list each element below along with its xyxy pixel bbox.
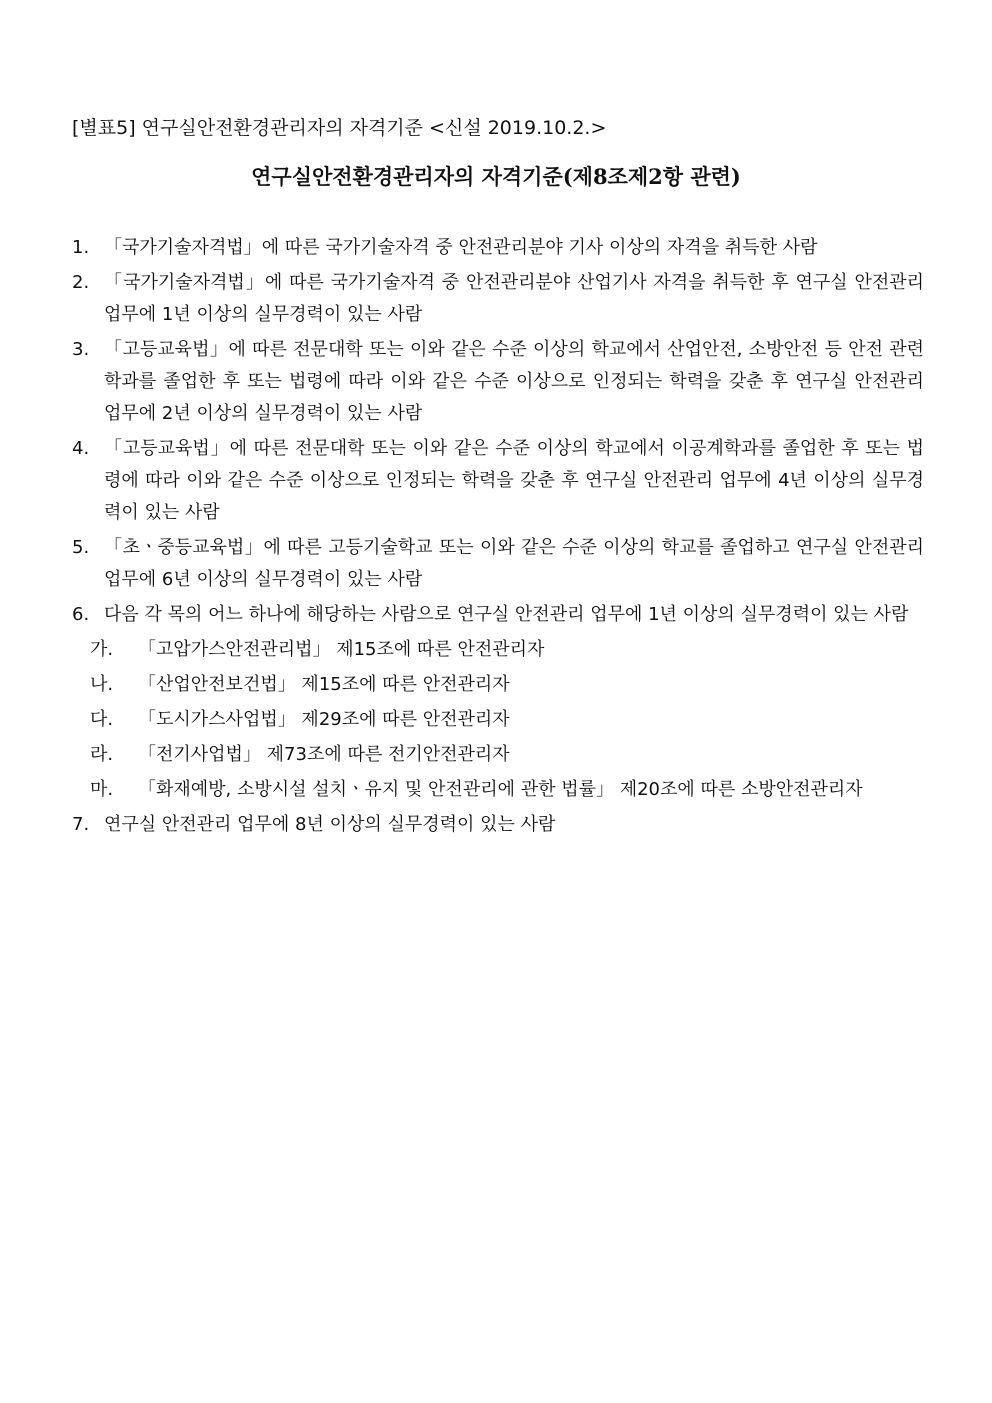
sub-list: [72, 634, 924, 806]
list-item: [72, 267, 924, 331]
sub-item-number: 나.: [90, 674, 114, 695]
list-item: [72, 532, 924, 596]
item-number: 2.: [72, 272, 90, 293]
sub-item-text: 「산업안전보건법」 제15조에 따른 안전관리자: [138, 674, 510, 695]
item-text: 「국가기술자격법」에 따른 국가기술자격 중 안전관리분야 산업기사 자격을 취득한 후 연구실 안전관리 업무에 1년 이상의 실무경력이 있는 사람: [104, 272, 924, 325]
sub-item-number: 마.: [90, 779, 114, 800]
item-text: 「고등교육법」에 따른 전문대학 또는 이와 같은 수준 이상의 학교에서 산업안전, 소방안전 등 안전 관련 학과를 졸업한 후 또는 법령에 따라 이와 같은 수준 이상으로 인정되는 학력을 갖춘 후 연구실 안전관리 업무에 2년 이상의 실무경력이 있는 사람: [104, 339, 924, 424]
item-text: 다음 각 목의 어느 하나에 해당하는 사람으로 연구실 안전관리 업무에 1년 이상의 실무경력이 있는 사람: [104, 604, 909, 625]
item-text: 연구실 안전관리 업무에 8년 이상의 실무경력이 있는 사람: [104, 814, 556, 835]
item-number: 7.: [72, 814, 90, 835]
item-text: 「고등교육법」에 따른 전문대학 또는 이와 같은 수준 이상의 학교에서 이공계학과를 졸업한 후 또는 법령에 따라 이와 같은 수준 이상으로 인정되는 학력을 갖춘 후 연구실 안전관리 업무에 4년 이상의 실무경력이 있는 사람: [104, 438, 924, 523]
sub-list-item: [90, 704, 924, 736]
document-title: 연구실안전환경관리자의 자격기준(제8조제2항 관련): [251, 164, 741, 189]
item-text: 「국가기술자격법」에 따른 국가기술자격 중 안전관리분야 기사 이상의 자격을 취득한 사람: [104, 237, 818, 258]
list-item: [72, 334, 924, 430]
criteria-list: [72, 232, 924, 844]
sub-item-text: 「고압가스안전관리법」 제15조에 따른 안전관리자: [138, 639, 545, 660]
item-number: 4.: [72, 438, 90, 459]
sub-list-item: [90, 669, 924, 701]
list-item: [72, 232, 924, 264]
list-item: [72, 433, 924, 529]
sub-list-item: [90, 739, 924, 771]
sub-list-item: [90, 774, 924, 806]
sub-item-text: 「전기사업법」 제73조에 따른 전기안전관리자: [138, 744, 510, 765]
sub-list-item: [90, 634, 924, 666]
item-number: 5.: [72, 537, 90, 558]
list-item: [72, 599, 924, 631]
appendix-header: [별표5] 연구실안전환경관리자의 자격기준 <신설 2019.10.2.>: [72, 117, 607, 139]
list-item: [72, 809, 924, 841]
item-number: 3.: [72, 339, 90, 360]
sub-item-text: 「화재예방, 소방시설 설치ㆍ유지 및 안전관리에 관한 법률」 제20조에 따른 소방안전관리자: [138, 779, 863, 800]
item-text: 「초ㆍ중등교육법」에 따른 고등기술학교 또는 이와 같은 수준 이상의 학교를 졸업하고 연구실 안전관리 업무에 6년 이상의 실무경력이 있는 사람: [104, 537, 924, 590]
sub-item-text: 「도시가스사업법」 제29조에 따른 안전관리자: [138, 709, 510, 730]
item-number: 1.: [72, 237, 90, 258]
sub-item-number: 라.: [90, 744, 114, 765]
item-number: 6.: [72, 604, 90, 625]
sub-item-number: 다.: [90, 709, 114, 730]
sub-item-number: 가.: [90, 639, 114, 660]
